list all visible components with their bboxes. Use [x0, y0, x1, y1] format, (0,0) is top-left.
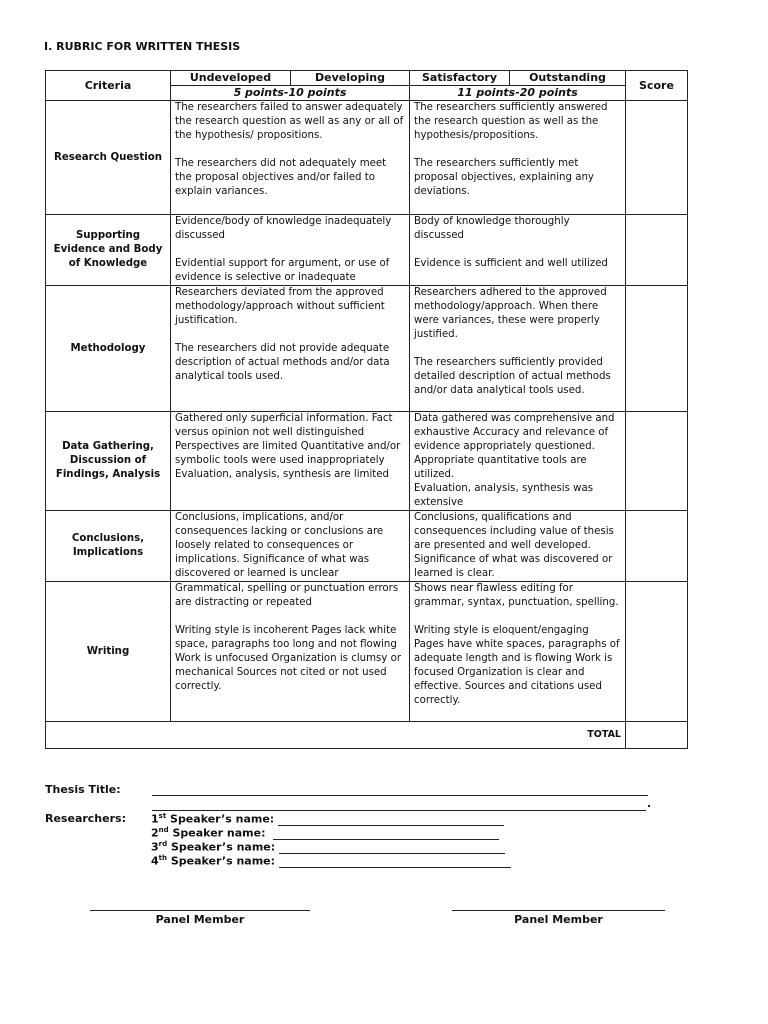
speaker-4-name-field[interactable]: [279, 855, 511, 868]
speaker-number: 2: [151, 826, 159, 840]
speaker-number: 4: [151, 854, 159, 868]
score-cell[interactable]: [626, 412, 688, 511]
signature-line[interactable]: [90, 910, 310, 911]
speaker-label: Speaker’s name:: [170, 812, 275, 826]
speaker-ordinal: th: [158, 854, 167, 862]
criterion-label: Research Question: [46, 101, 171, 215]
speaker-number: 1: [151, 812, 159, 826]
satisfactory-header: Satisfactory: [410, 71, 510, 86]
low-description: Conclusions, implications, and/or consequences lacking or conclusions are loosely related to consequences or implications. Significance of what was discovered or learned is unclear: [171, 511, 410, 582]
low-description: The researchers failed to answer adequately the research question as well as any or all of the hypothesis/ propositions. The researchers did not adequately meet the proposal objectives and/or failed to explain variances.: [171, 101, 410, 215]
low-description: Researchers deviated from the approved methodology/approach without sufficient justification. The researchers did not provide adequate description of actual methods and/or data analytical tools used.: [171, 286, 410, 412]
speaker-ordinal: st: [158, 812, 167, 820]
thesis-title-label: Thesis Title:: [45, 783, 121, 796]
high-description: The researchers sufficiently answered the research question as well as the hypothesis/propositions. The researchers sufficiently met proposal objectives, explaining any deviations.: [410, 101, 626, 215]
table-row: [46, 582, 688, 722]
criteria-header: Criteria: [46, 71, 171, 101]
panel-member-label: Panel Member: [514, 913, 603, 926]
low-description: Evidence/body of knowledge inadequately discussed Evidential support for argument, or use of evidence is selective or inadequate: [171, 215, 410, 286]
high-description: Researchers adhered to the approved methodology/approach. When there were variances, these were properly justified. The researchers sufficiently provided detailed description of actual methods and/or data analytical tools used.: [410, 286, 626, 412]
table-row: [46, 215, 688, 286]
title-line-period: .: [647, 797, 652, 810]
score-cell[interactable]: [626, 582, 688, 722]
high-description: Conclusions, qualifications and consequences including value of thesis are presented and well developed. Significance of what was discovered or learned is clear.: [410, 511, 626, 582]
speaker-1: [151, 812, 504, 826]
low-description: Gathered only superficial information. Fact versus opinion not well distinguished Perspectives are limited Quantitative and/or symbolic tools were used inappropriately Evaluation, analysis, synthesis are limited: [171, 412, 410, 511]
high-description: Data gathered was comprehensive and exhaustive Accuracy and relevance of evidence appropriately questioned. Appropriate quantitative tools are utilized. Evaluation, analysis, synthesis was extensive: [410, 412, 626, 511]
outstanding-header: Outstanding: [510, 71, 626, 86]
page-title: I. RUBRIC FOR WRITTEN THESIS: [44, 40, 241, 53]
table-row: [46, 101, 688, 215]
score-cell[interactable]: [626, 215, 688, 286]
criterion-label: Writing: [46, 582, 171, 722]
speaker-ordinal: rd: [158, 840, 168, 848]
thesis-title-line-1[interactable]: [152, 782, 648, 796]
panel-member-right: [452, 910, 665, 926]
total-score-cell[interactable]: [626, 722, 688, 749]
thesis-title-line-2[interactable]: [152, 797, 646, 811]
rubric-table: [45, 70, 688, 749]
speaker-label: Speaker name:: [172, 826, 266, 840]
score-cell[interactable]: [626, 101, 688, 215]
speaker-2: [151, 826, 499, 840]
criterion-label: Methodology: [46, 286, 171, 412]
high-points-range: 11 points-20 points: [410, 86, 626, 101]
developing-header: Developing: [291, 71, 410, 86]
speaker-3: [151, 840, 505, 854]
score-cell[interactable]: [626, 286, 688, 412]
panel-member-left: [90, 910, 310, 926]
speaker-1-name-field[interactable]: [278, 813, 504, 826]
low-points-range: 5 points-10 points: [171, 86, 410, 101]
criterion-label: Data Gathering, Discussion of Findings, Analysis: [46, 412, 171, 511]
researchers-label: Researchers:: [45, 812, 126, 825]
score-cell[interactable]: [626, 511, 688, 582]
signature-line[interactable]: [452, 910, 665, 911]
criterion-label: Conclusions, Implications: [46, 511, 171, 582]
high-description: Body of knowledge thoroughly discussed Evidence is sufficient and well utilized: [410, 215, 626, 286]
speaker-number: 3: [151, 840, 159, 854]
table-row: [46, 412, 688, 511]
table-row: [46, 511, 688, 582]
total-row: [46, 722, 688, 749]
speaker-2-name-field[interactable]: [273, 827, 499, 840]
score-header: Score: [626, 71, 688, 101]
speaker-label: Speaker’s name:: [170, 854, 276, 868]
total-label: TOTAL: [46, 722, 626, 749]
speaker-ordinal: nd: [158, 826, 169, 834]
criterion-label: Supporting Evidence and Body of Knowledge: [46, 215, 171, 286]
undeveloped-header: Undeveloped: [171, 71, 291, 86]
speaker-3-name-field[interactable]: [279, 841, 505, 854]
speaker-label: Speaker’s name:: [170, 840, 276, 854]
table-row: [46, 286, 688, 412]
speaker-4: [151, 854, 511, 868]
high-description: Shows near flawless editing for grammar, syntax, punctuation, spelling. Writing style is eloquent/engaging Pages have white spaces, paragraphs of adequate length and is flowing Work is focused Organization is clear and effective. Sources and citations used correctly.: [410, 582, 626, 722]
low-description: Grammatical, spelling or punctuation errors are distracting or repeated Writing style is incoherent Pages lack white space, paragraphs too long and not flowing Work is unfocused Organization is clumsy or mechanical Sources not cited or not used correctly.: [171, 582, 410, 722]
panel-member-label: Panel Member: [155, 913, 245, 926]
